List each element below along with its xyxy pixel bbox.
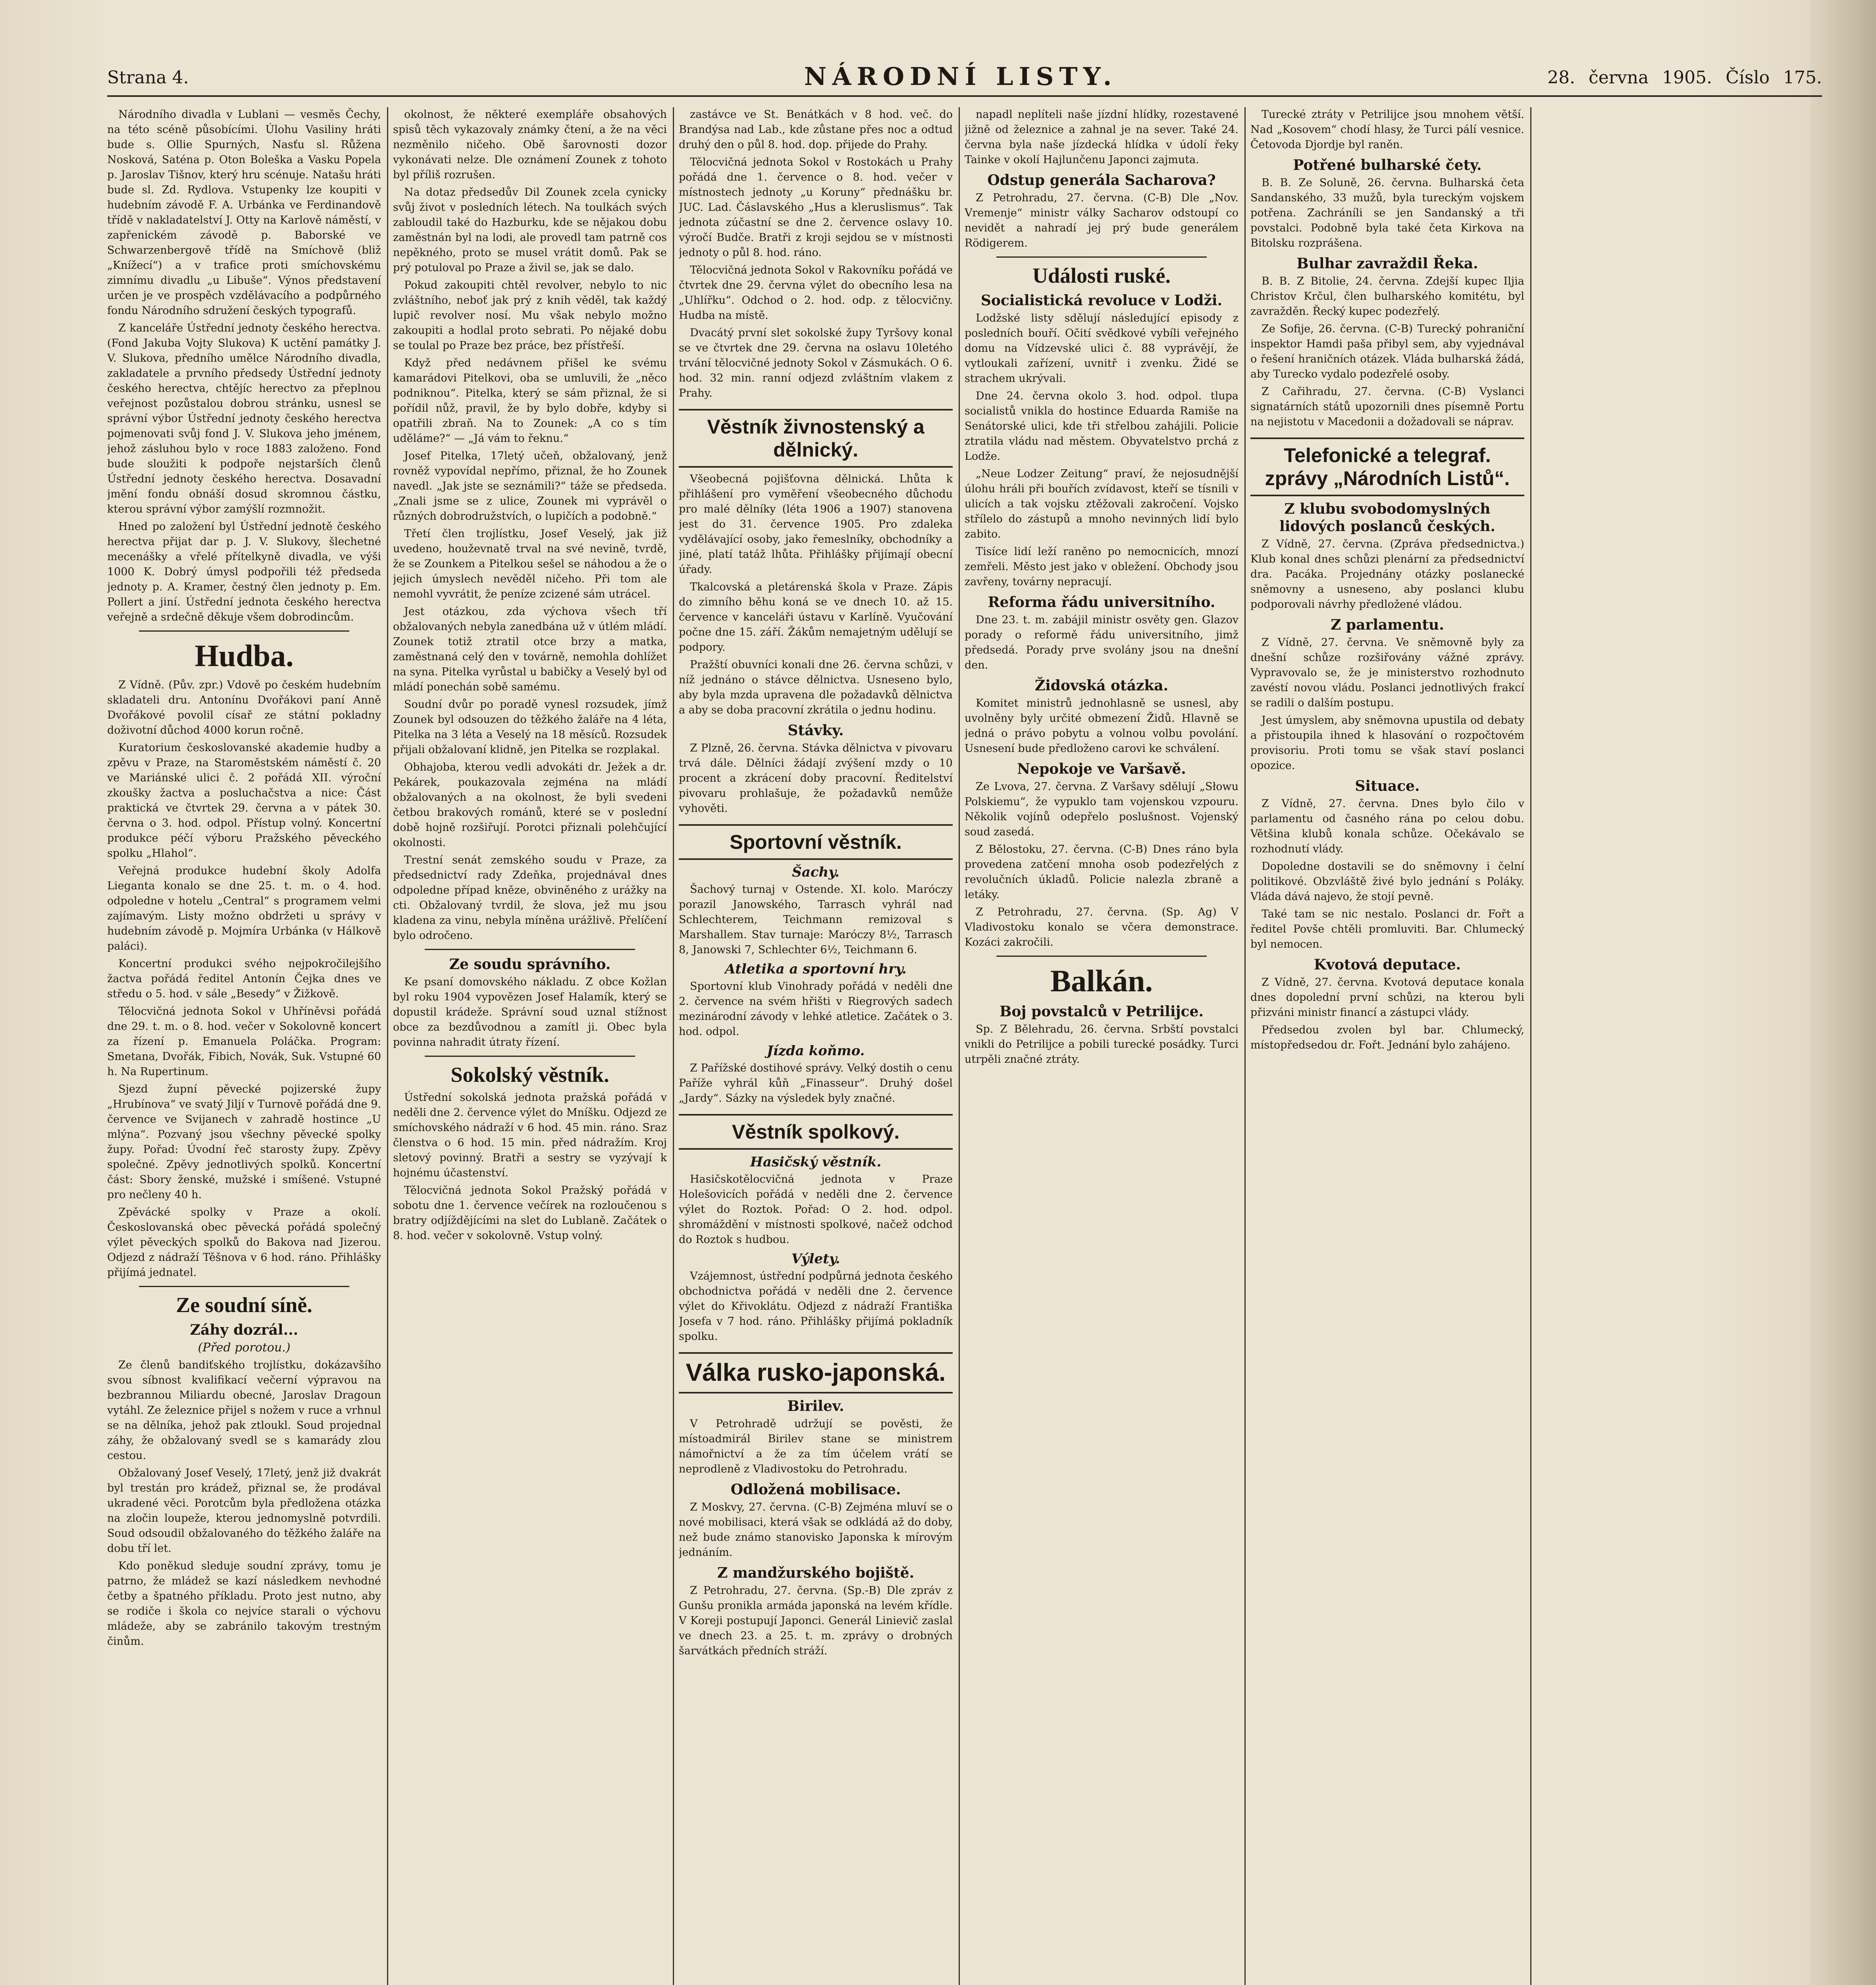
- article-paragraph: Šachový turnaj v Ostende. XI. kolo. Maróczy porazil Janowského, Tarrasch vyhrál nad Schlechterem, Teichmann remizoval s Marshallem. Stav turnaje: Maróczy 8½, Tarrasch 8, Janowski 7, Schlechter 6½, Teichmann 6.: [679, 883, 953, 956]
- article-title: Reforma řádu universitního.: [988, 594, 1215, 611]
- article-paragraph: Dopoledne dostavili se do sněmovny i čelní politikové. Obzvláště živé bylo jednání s Poláky. Vláda dává najevo, že stojí pevně.: [1250, 860, 1524, 903]
- article-paragraph: Z Plzně, 26. června. Stávka dělnictva v pivovaru trvá dále. Dělníci žádají zvýšení mzdy o 10 procent a zkrácení doby pracovní. Ředitelství pivovaru prohlašuje, že požadavků nemůže vyhověti.: [679, 742, 953, 815]
- article-title: Potřené bulharské čety.: [1293, 157, 1482, 173]
- article-paragraph: Třetí člen trojlístku, Josef Veselý, jak již uvedeno, houževnatě trval na své nevině, tvrdě, že se Zounkem a Pitelkou sešel se náhodou a že o jejich úmyslech nevěděl ničeho. Při tom ale nemohl vyvrátit, že peníze zcizené sám utrácel.: [393, 528, 667, 600]
- article-title: Socialistická revoluce v Lodži.: [980, 292, 1223, 309]
- article-title: Boj povstalců v Petrilijce.: [999, 1003, 1204, 1020]
- article-paragraph: Obžalovaný Josef Veselý, 17letý, jenž již dvakrát byl trestán pro krádež, přiznal se, že prodával ukradené věci. Porotcům byla předložena otázka na zločin loupeže, kterou jednomyslně potvrdili. Soud odsoudil obžalovaného do těžkého žaláře na dobu tří let.: [107, 1467, 381, 1555]
- section-heading-strikes: Stávky.: [788, 722, 844, 739]
- article-paragraph: Pokud zakoupiti chtěl revolver, nebylo to nic zvláštního, neboť jak prý z knih věděl, tak každý lupič revolver nosí. Mu však nebylo možno zakoupiti a hodlal proto sebrati. Po nějaké dobu se toulal po Praze bez práce, bez přístřeší.: [393, 279, 667, 352]
- article-title: Odstup generála Sacharova?: [987, 172, 1216, 189]
- subheading-trips: Výlety.: [791, 1251, 840, 1267]
- article-paragraph: Soudní dvůr po poradě vynesl rozsudek, jímž Zounek byl odsouzen do těžkého žaláře na 4 léta, Pitelka na 3 léta a Veselý na 18 měsíců. Rozsudek přijali obžalovaní klidně, jen Pitelka se rozplakal.: [393, 698, 667, 756]
- section-divider: [996, 956, 1207, 957]
- article-paragraph: Hasičskotělocvičná jednota v Praze Holešovicích pořádá v neděli dne 2. července výlet do Roztok. Pořad: O 2. hod. odpol. shromáždění v místnosti spolkové, načež odchod do Roztok s hudbou.: [679, 1173, 953, 1246]
- section-heading-trade: Věstník živnostenský a dělnický.: [679, 409, 953, 468]
- issue-date: 28. června 1905. Číslo 175.: [1547, 67, 1822, 88]
- article-title: Z mandžurského bojiště.: [717, 1565, 915, 1581]
- article-paragraph: Z kanceláře Ústřední jednoty českého herectva. (Fond Jakuba Vojty Slukova) K uctění památky J. V. Slukova, předního umělce Národního divadla, zakladatele a prvního předsedy Ústřední jednoty českého herectva, chtějíc herectvo za přeplnou veřejnost pozůstalou dobrou stránku, usnesl se správní výbor Ústřední jednoty českého herectva pojmenovati svůj fond J. V. Slukova jeho jménem, jehož zásluhou bylo v roce 1883 založeno. Fond bude sloužiti k podpoře nejstarších členů Ústřední jednoty českého herectva. Dosavadní jmění fondu obnáší dosud skromnou částku, kterou správní výbor zamýšlí rozmnožit.: [107, 322, 381, 515]
- article-title: Záhy dozrál...: [190, 1322, 299, 1338]
- subheading-horse-riding: Jízda koňmo.: [767, 1043, 865, 1059]
- article-paragraph: Národního divadla v Lublani — vesměs Čechy, na této scéně působícími. Úlohu Vasiliny hráti bude s. Ollie Spurných, Nasťu sl. Růžena Nosková, Saténa p. Oton Boleška a Vasku Popela p. Jaroslav Tišnov, který hru scénuje. Natašu hráti bude sl. Zd. Rydlova. Vstupenky lze koupiti v hudebním závodě F. A. Urbánka ve Ferdinandově třídě v nakladatelství J. Otty na Karlově náměstí, v zapřenickém závodě p. Baborské ve Schwarzenbergově třídě na Smíchově (bliž „Knížecí“) a v trafice proti smíchovskému zimnímu divadlu „u Libuše“. Výnos představení určen je ve prospěch vzdělávacího a podpůrného fondu Národního sdružení českých typografů.: [107, 108, 381, 317]
- article-paragraph: Dne 23. t. m. zabájil ministr osvěty gen. Glazov porady o reformě řádu universitního, jimž předsedá. Porady prve svolány jsou na dnešní den.: [965, 614, 1238, 671]
- article-paragraph: Hned po založení byl Ústřední jednotě českého herectva přijat dar p. J. V. Slukovy, šlechetné mecenášky a vřelé přítelkyně divadla, ve výši 1000 K. Dobrý úmysl podpořili též předseda jednoty p. A. Kramer, čestný člen jednoty p. Em. Pollert a jiní. Ústřední jednota českého herectva veřejně a srdečně děkuje všem dobrodincům.: [107, 520, 381, 623]
- section-heading-music: Hudba.: [195, 638, 294, 673]
- article-paragraph: Tělocvičná jednota Sokol v Rakovníku pořádá ve čtvrtek dne 29. června výlet do obecního lesa na „Uhlířku“. Odchod o 2. hod. odp. z tělocvičny. Hudba na místě.: [679, 264, 953, 322]
- section-divider: [996, 256, 1207, 258]
- article-paragraph: B. B. Ze Soluně, 26. června. Bulharská četa Sandanského, 33 mužů, byla tureckým vojskem potřena. Zachráníli se jen Sandanský a tři povstalci. Podobně byla také četa Kirkova na Bitolsku rozprášena.: [1250, 177, 1524, 249]
- article-paragraph: B. B. Z Bitolie, 24. června. Zdejší kupec Iljia Christov Krčul, člen bulharského komitétu, byl zavražděn. Řecký kupec podezřelý.: [1250, 275, 1524, 318]
- column-rule: [1530, 107, 1531, 1985]
- section-heading-balkan: Balkán.: [1050, 964, 1153, 998]
- article-paragraph: okolnost, že některé exempláře obsahových spisů těch vykazovaly známky čtení, a že na věci nezměnilo ničeho. Obě šarovnosti dozor vykonávati nelze. Dle oznámení Zounek z tohoto byl příliš rozrušen.: [393, 108, 667, 181]
- article-paragraph: Komitet ministrů jednohlasně se usnesl, aby uvolněny byly určité obmezení Židů. Hlavně se jedná o právo pobytu a volnou volbu povolání. Usnesení bude předloženo carovi ke schválení.: [965, 697, 1238, 755]
- article-paragraph: Z Petrohradu, 27. června. (Sp.-B) Dle zpráv z Gunšu pronikla armáda japonská na levém křídle. V Koreji postupují Japonci. Generál Linievič zaslal ve dnech 23. a 25. t. m. zprávy o drobných šarvátkách předních stráží.: [679, 1584, 953, 1657]
- article-paragraph: zastávce ve St. Benátkách v 8 hod. več. do Brandýsa nad Lab., kde zůstane přes noc a odtud druhý den o půl 8. hod. dop. přijede do Prahy.: [679, 108, 953, 151]
- section-divider: [139, 1286, 349, 1287]
- article-title: Kvotová deputace.: [1314, 956, 1461, 973]
- section-heading-court: Ze soudní síně.: [176, 1293, 312, 1317]
- article-paragraph: Tisíce lidí leží raněno po nemocnicích, mnozí zemřeli. Město jest jako v obležení. Obchody jsou zavřeny, továrny nepracují.: [965, 545, 1238, 588]
- section-heading-admin-court: Ze soudu správního.: [449, 956, 611, 973]
- section-heading-war: Válka rusko-japonská.: [679, 1352, 953, 1393]
- article-paragraph: Jest otázkou, zda výchova všech tří obžalovaných nebyla zanedbána už v útlém mládí. Zounek totiž ztratil otce brzy a matka, zaměstnaná celý den v továrně, nemohla dohlížet na syna. Pitelka vyrůstal u babičky a Veselý byl od mládí ponechán sobě samému.: [393, 605, 667, 693]
- article-paragraph: Obhajoba, kterou vedli advokáti dr. Ježek a dr. Pekárek, poukazovala zejména na mládí obžalovaných a na okolnost, že byli svedeni četbou brakových románů, které se v poslední době hojně rozšiřují. Porotci přiznali polehčující okolnosti.: [393, 761, 667, 849]
- article-paragraph: Z Petrohradu, 27. června. (C-B) Dle „Nov. Vremenje“ ministr války Sacharov odstoupí co nevidět a nahradí jej prý bude generálem Rödigerem.: [965, 192, 1238, 249]
- article-paragraph: Z Cařihradu, 27. června. (C-B) Vyslanci signatárních států upozornili dnes písemně Portu na nejistotu v Macedonii a dožadovali se náprav.: [1250, 385, 1524, 428]
- column-rule: [387, 107, 388, 1985]
- article-paragraph: Kuratorium českoslovanské akademie hudby a zpěvu v Praze, na Staroměstském náměstí č. 20 ve Mariánské ulici č. 2 pořádá XII. výroční zkoušky žactva a posluchačstva a nice: Část praktická ve čtvrtek 29. června a v pátek 30. června o 3. hod. odpol. Přístup volný. Koncertní produkce péčí výboru Pražského pěveckého spolku „Hlahol“.: [107, 742, 381, 860]
- article-paragraph: Veřejná produkce hudební školy Adolfa Lieganta konalo se dne 25. t. m. o 4. hod. odpoledne v hotelu „Central“ s programem velmi zajímavým. Listy možno obdržeti u správy v hudebním závodě p. Mojmíra Urbánka (v Hálkově paláci).: [107, 865, 381, 952]
- article-paragraph: Ke psaní domovského nákladu. Z obce Kožlan byl roku 1904 vypovězen Josef Halamík, který se dopustil krádeže. Správní soud uznal stížnost obce za bezdůvodnou a zamítl ji. Obec byla povinna nahradit útraty řízení.: [393, 976, 667, 1048]
- article-paragraph: Trestní senát zemského soudu v Praze, za předsednictví rady Zdeňka, projednával dnes odpoledne případ kněze, obviněného z urážky na cti. Obžalovaný tvrdil, že slova, jež mu jsou kladena za vinu, nebyla míněna urážlivě. Přelíčení bylo odročeno.: [393, 854, 667, 942]
- article-paragraph: Vzájemnost, ústřední podpůrná jednota českého obchodnictva pořádá v neděli dne 2. července výlet do Křivoklátu. Odjezd z nádraží Františka Josefa v 7 hod. ráno. Přihlášky přijímá pokladník spolku.: [679, 1270, 953, 1343]
- column-rule: [1244, 107, 1246, 1985]
- masthead: [107, 60, 1822, 97]
- article-title: Birilev.: [787, 1398, 844, 1415]
- article-paragraph: Jest úmyslem, aby sněmovna upustila od debaty a přistoupila ihned k hlasování o rozpočtovém provisoriu. Proti tomu se však staví poslanci opozice.: [1250, 714, 1524, 772]
- article-paragraph: Všeobecná pojišťovna dělnická. Lhůta k přihlášení pro vyměření všeobecného důchodu pro malé dělníky (léta 1906 a 1907) stanovena jest do 31. července 1905. Pro zdaleka vydělávající osoby, jako řemeslníky, obchodníky a jiné, platí tatáž lhůta. Přihlášky přijímají obecní úřady.: [679, 473, 953, 576]
- column-5: [1250, 107, 1524, 1985]
- article-title: Bulhar zavraždil Řeka.: [1296, 255, 1478, 272]
- section-divider: [425, 949, 635, 950]
- page-number: Strana 4.: [107, 67, 189, 88]
- column-3: [679, 107, 953, 1985]
- section-heading-associations: Věstník spolkový.: [679, 1114, 953, 1150]
- article-paragraph: Z Vídně, 27. června. Dnes bylo čilo v parlamentu od časného rána po celou dobu. Většina klubů konala schůze. Očekávalo se rozhodnutí vlády.: [1250, 798, 1524, 855]
- article-paragraph: Z Pařížské dostihové správy. Velký dostih o cenu Paříže vyhrál kůň „Finasseur“. Druhý došel „Jardy“. Sázky na výsledek byly značné.: [679, 1062, 953, 1104]
- article-paragraph: „Neue Lodzer Zeitung“ praví, že nejosudnější úlohu hráli při bouřích zvídavost, kteří se tísnili v ulicích a tak vojsku ztěžovali zakročení. Vojsko střílelo do zástupů a mnoho nevinných lidí bylo zabito.: [965, 468, 1238, 540]
- subheading-firefighters: Hasičský věstník.: [750, 1154, 882, 1170]
- column-2: [393, 107, 667, 1985]
- article-paragraph: Z Petrohradu, 27. června. (Sp. Ag) V Vladivostoku konalo se včera demonstrace. Kozáci zakročili.: [965, 906, 1238, 948]
- article-paragraph: Z Vídně, 27. června. Kvotová deputace konala dnes dopolední první schůzi, na kterou byli přizváni ministr financí a zástupci vlády.: [1250, 976, 1524, 1019]
- article-paragraph: Ze členů bandiťského trojlístku, dokázavšího svou síbnost kvalifikací večerní výpravou na bezbrannou Miliardu obecné, Jaroslav Dragoun vytáhl. Ze železnice přijel s nožem v ruce a vrhnul se na dělníka, jehož pak ztloukl. Soud projednal záhy, že obžalovaný svedl se s kamarády zlou cestou.: [107, 1359, 381, 1462]
- article-paragraph: Z Moskvy, 27. června. (C-B) Zejména mluví se o nové mobilisaci, která však se odkládá až do doby, než bude známo stanovisko Japonska k mírovým jednáním.: [679, 1501, 953, 1559]
- article-paragraph: napadl neplíteli naše jízdní hlídky, rozestavené jižně od železnice a zahnal je na sever. Také 24. června byla naše jízdecká hlídka v údolí řeky Tainke v okolí Hajlunčenu Japonci zajmuta.: [965, 108, 1238, 166]
- article-paragraph: Sjezd župní pěvecké pojizerské župy „Hrubínova“ ve svatý Jiljí v Turnově pořádá dne 9. července ve Svijanech v zahradě hostince „U mlýna“. Pozvaný jsou všechny pěvecké spolky župy. Pořad: Úvodní řeč starosty župy. Zpěvy společné. Zpěvy jednotlivých spolků. Koncertní část: Sbory ženské, mužské i smíšené. Vstupné pro nečleny 40 h.: [107, 1083, 381, 1201]
- section-heading-sokol: Sokolský věstník.: [451, 1063, 609, 1087]
- article-paragraph: Tělocvičná jednota Sokol v Rostokách u Prahy pořádá dne 1. července o 8. hod. večer v místnostech jednoty „u Koruny“ přednášku br. JUC. Lad. Čáslavského „Hus a kleruslismus“. Tak jednota zúčastní se dne 2. července oslavy 10. výročí Budče. Bratři z kroji sejdou se v místnosti jednoty o půl 8. hod. ráno.: [679, 156, 953, 259]
- newspaper-title: NÁRODNÍ LISTY.: [804, 62, 1117, 91]
- page-fold-shadow: [1810, 0, 1876, 1985]
- article-title: Nepokoje ve Varšavě.: [1017, 761, 1186, 777]
- article-paragraph: Tělocvičná jednota Sokol v Uhříněvsi pořádá dne 29. t. m. o 8. hod. večer v Sokolovně koncert za řízení p. Emanuela Poláčka. Program: Smetana, Dvořák, Fibich, Novák, Suk. Vstupné 60 h. Na Rupertinum.: [107, 1005, 381, 1078]
- article-paragraph: Lodžské listy sdělují následující episody z posledních bouří. Očití svědkové vybíli veřejného domu na Vídzevské ulici č. 88 vyprávějí, že vytloukali zařízení, uvnitř i zvenku. Židé se strachem ukrývali.: [965, 312, 1238, 385]
- column-rule: [959, 107, 960, 1985]
- article-title: Situace.: [1355, 778, 1420, 794]
- article-paragraph: Dne 24. června okolo 3. hod. odpol. tlupa socialistů vnikla do hostince Eduarda Ramiše na Senátorské ulici, kde tři střelbou zahájili. Policie ztratila vládu nad městem. Obyvatelstvo prchá z Lodže.: [965, 390, 1238, 463]
- article-title: Z klubu svobodomyslných lidových poslanců českých.: [1279, 501, 1495, 535]
- article-paragraph: Josef Pitelka, 17letý učeň, obžalovaný, jenž rovněž vypovídal nepřímo, přiznal, že ho Zounek navedl. „Jak jste se seznámili?“ táže se předseda. „Znali jsme se z ulice, Zounek mi vyprávěl o různých dobrodružstvích, o lupičích a podobně.“: [393, 450, 667, 522]
- article-paragraph: Ze Sofije, 26. června. (C-B) Turecký pohraniční inspektor Hamdi paša přibyl sem, aby vyjednával o řešení hraničních otázek. Vláda bulharská žádá, aby Turecko vydalo podezřelé osoby.: [1250, 323, 1524, 380]
- article-paragraph: Když před nedávnem přišel ke svému kamarádovi Pitelkovi, oba se umluvili, že „něco podniknou“. Pitelka, který se sám přiznal, že si pořídil nůž, pravil, že by bylo dobře, kdyby si opatřili zbraň. Na to Zounek: „A co s tím uděláme?“ — „Já vám to řeknu.“: [393, 357, 667, 445]
- article-paragraph: Kdo poněkud sleduje soudní zprávy, tomu je patrno, že mládež se kazí následkem nevhodné četby a špatného příkladu. Proto jest nutno, aby se rodiče i škola co nejvíce starali o výchovu mládeže, aby se zabránilo takovým trestným činům.: [107, 1560, 381, 1648]
- article-title: Z parlamentu.: [1331, 617, 1444, 633]
- article-paragraph: Zpěvácké spolky v Praze a okolí. Českoslovanská obec pěvecká pořádá společný výlet pěveckých spolků do Bakova nad Jizerou. Odjezd z nádraží Těšnova v 6 hod. ráno. Přihlášky přijímá jednatel.: [107, 1206, 381, 1279]
- section-divider: [139, 630, 349, 632]
- article-paragraph: Sp. Z Bělehradu, 26. června. Srbští povstalci vnikli do Petrilijce a pobili turecké posádky. Turci utrpěli značné ztráty.: [965, 1023, 1238, 1066]
- article-paragraph: Z Vídně, 27. června. Ve sněmovně byly za dnešní schůze rozšiřovány vážné zprávy. Vypravovalo se, že je ministerstvo rozhodnuto zavéstí novou vládu. Poslanci jednotlivých frakcí se radili o dalším postupu.: [1250, 636, 1524, 709]
- subheading-athletics: Atletika a sportovní hry.: [725, 961, 907, 977]
- article-subtitle: (Před porotou.): [198, 1341, 291, 1355]
- article-title: Židovská otázka.: [1034, 677, 1169, 694]
- article-paragraph: Také tam se nic nestalo. Poslanci dr. Fořt a ředitel Povše chtěli promluviti. Bar. Chlumecký byl nemocen.: [1250, 908, 1524, 950]
- article-paragraph: Dvacátý první slet sokolské župy Tyršovy konal se ve čtvrtek dne 29. června na oslavu 10letého trvání tělocvičné jednoty Sokol v Zásmukách. O 6. hod. 32 min. ranní odjezd zvláštním vlakem z Prahy.: [679, 327, 953, 399]
- column-4: [965, 107, 1238, 1985]
- column-rule: [673, 107, 674, 1985]
- section-divider: [425, 1056, 635, 1057]
- article-paragraph: Předsedou zvolen byl bar. Chlumecký, místopředsedou dr. Fořt. Jednání bylo zahájeno.: [1250, 1024, 1524, 1051]
- article-paragraph: Z Vídně. (Pův. zpr.) Vdově po českém hudebním skladateli dru. Antonínu Dvořákovi paní Anně Dvořákové povolil císař ze státní pokladny doživotní důchod 4000 korun ročně.: [107, 679, 381, 736]
- section-heading-sport: Sportovní věstník.: [679, 824, 953, 860]
- article-paragraph: Z Vídně, 27. června. (Zpráva předsednictva.) Klub konal dnes schůzi plenární za předsednictví dra. Pacáka. Projednány otázky poslanecké sněmovny a usneseno, aby poslanci klubu podporovali návrhy předložené vládou.: [1250, 538, 1524, 611]
- section-heading-russia: Události ruské.: [1032, 264, 1171, 287]
- article-paragraph: Tělocvičná jednota Sokol Pražský pořádá v sobotu dne 1. července večírek na rozloučenou s bratry odjíždějícími na slet do Lublaně. Začátek o 8. hod. večer v sokolovně. Vstup volný.: [393, 1184, 667, 1242]
- column-1: [107, 107, 381, 1985]
- article-paragraph: Ústřední sokolská jednota pražská pořádá v neděli dne 2. července výlet do Mníšku. Odjezd ze smíchovského nádraží v 6 hod. 45 min. ráno. Sraz členstva o 6 hod. 15 min. před nádražím. Kroj sletový povinný. Bratři a sestry se vyzývají k hojnému účastenství.: [393, 1091, 667, 1179]
- article-title: Odložená mobilisace.: [730, 1481, 901, 1498]
- article-paragraph: V Petrohradě udržují se pověsti, že místoadmirál Birilev stane se ministrem námořnictví a že za tím účelem vrátí se neprodleně z Vladivostoku do Petrohradu.: [679, 1418, 953, 1475]
- article-paragraph: Sportovní klub Vinohrady pořádá v neděli dne 2. července na svém hřišti v Riegrových sadech mezinárodní závody v lehké atletice. Začátek o 3. hod. odpol.: [679, 980, 953, 1038]
- subheading-chess: Šachy.: [792, 864, 840, 880]
- article-paragraph: Koncertní produkci svého nejpokročilejšího žactva pořádá ředitel Antonín Čejka dnes ve středu o 5. hod. v sále „Besedy“ v Žižkově.: [107, 958, 381, 1000]
- article-paragraph: Z Bělostoku, 27. června. (C-B) Dnes ráno byla provedena zatčení mnoha osob podezřelých z revolučních úkladů. Policie nalezla zbraně a letáky.: [965, 843, 1238, 901]
- article-paragraph: Turecké ztráty v Petrilijce jsou mnohem větší. Nad „Kosovem“ chodí hlasy, že Turci pálí vesnice. Četovoda Djordje byl raněn.: [1250, 108, 1524, 151]
- article-paragraph: Tkalcovská a pletárenská škola v Praze. Zápis do zimního běhu koná se ve dnech 10. až 15. července v kanceláři ústavu v Karlíně. Vyučování počne dne 15. září. Žákům nemajetným udělují se podpory.: [679, 581, 953, 653]
- article-paragraph: Ze Lvova, 27. června. Z Varšavy sdělují „Słowu Polskiemu“, že vypuklo tam vojenskou vzpouru. Několik vojínů odepřelo poslušnost. Vojenský soud zasedá.: [965, 781, 1238, 838]
- section-heading-telegraph: Telefonické a telegraf. zprávy „Národních Listů“.: [1250, 437, 1524, 496]
- issue-number: Číslo 175.: [1726, 67, 1822, 88]
- article-paragraph: Pražští obuvníci konali dne 26. června schůzi, v níž jednáno o stávce dělnictva. Usneseno bylo, aby byla mzda upravena dle požadavků dělnictva a aby se doba pracovní zkrátila o jednu hodinu.: [679, 659, 953, 716]
- article-paragraph: Na dotaz předsedův Dil Zounek zcela cynicky svůj život v posledních létech. Na toulkách svých zabloudil také do Hazburku, kde se nějakou dobu zaměstnán byl na lodi, ale provedl tam patrně cos nepěkného, proto se musel vrátit domů. Pak se prý potuloval po Praze a živil se, jak se dalo.: [393, 186, 667, 274]
